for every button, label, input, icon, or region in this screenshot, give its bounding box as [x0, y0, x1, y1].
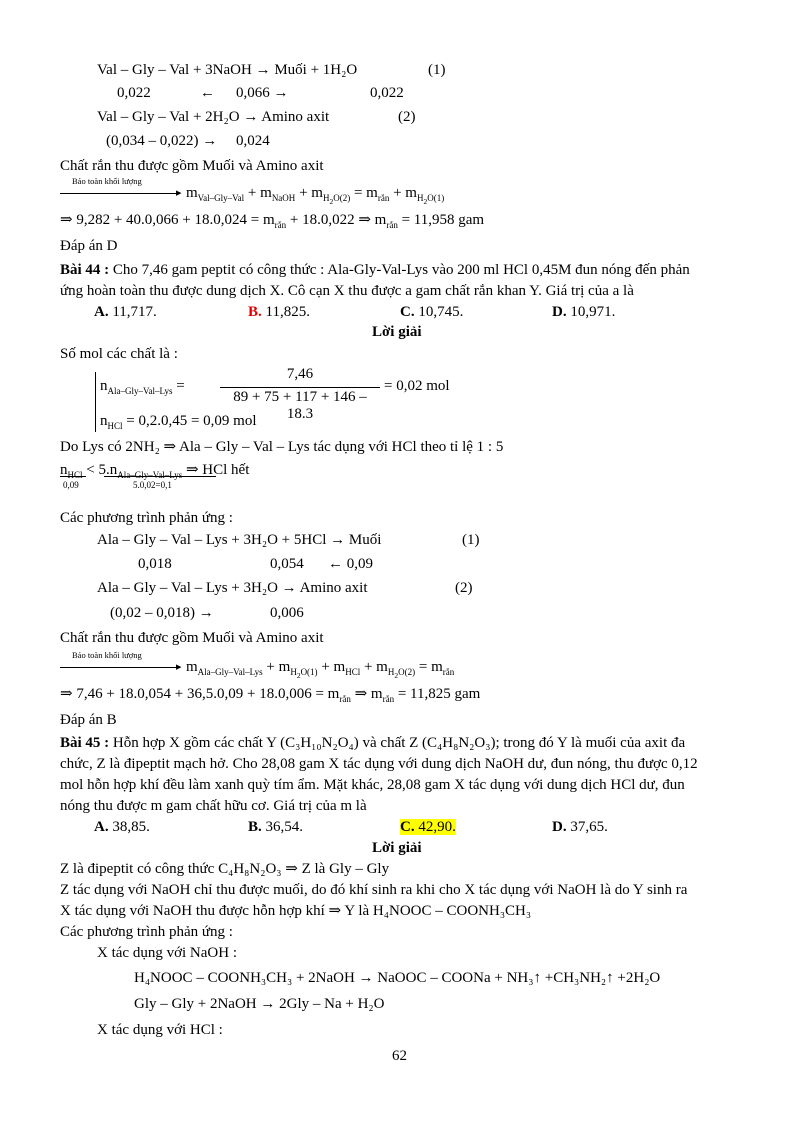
b43-eq1-val-2: 0,066 → [236, 85, 289, 101]
b43-calc: ⇒ $9,282 + 40.0,066 + 18.0,024 = m_{rắn} + 18.0,022$ ⇒ $m_{rắn} = 11,958$ gam [60, 212, 485, 230]
b44-option-c: C. 10,745. [400, 304, 464, 320]
b44-arrow-head-icon: ▸ [176, 661, 182, 673]
b45-question-line-1: Bài 45 : Hỗn hợp X gồm các chất Y (C₃H₁₀N₂O₄) và chất Z (C₄H₈N₂O₃); trong đó Y là muối của axit đa [60, 735, 686, 751]
b45-question-line-4: nóng thu được m gam chất hữu cơ. Giá trị của m là [60, 798, 367, 814]
b45-question-line-2: chức, Z là đipeptit mạch hở. Cho 28,08 gam X tác dụng với dung dịch NaOH dư, đun nóng, thu được 0,12 [60, 756, 698, 772]
b44-frac-line [220, 387, 380, 388]
b45-option-b: B. 36,54. [248, 819, 304, 835]
page-number: 62 [392, 1048, 407, 1064]
b45-s1: Z là đipeptit có công thức C₄H₈N₂O₃ ⇒ Z là Gly – Gly [60, 861, 390, 877]
b45-r1: H₄NOOC – COONH₃CH₃ + 2NaOH → NaOOC – COONa + NH₃↑ +CH₃NH₂↑ +2H₂O [134, 970, 661, 986]
b43-eq2-num: (2) [398, 109, 416, 125]
b43-balance: $m_{Val-Gly-Val} + m_{NaOH} + m_{H_2O(2)} = m_{rắn} + m_{H_2O(1)}$ [186, 185, 445, 206]
b44-underbrace-left [60, 476, 86, 477]
b43-answer: Đáp án D [60, 238, 118, 254]
b45-s3: X tác dụng với NaOH thu được hỗn hợp khí ⇒ Y là H₄NOOC – COONH₃CH₃ [60, 903, 532, 919]
b43-eq1-num: (1) [428, 62, 446, 78]
b44-arrow-line [60, 667, 180, 668]
b45-reactions-intro: Các phương trình phản ứng : [60, 924, 233, 940]
b45-solution-title: Lời giải [372, 840, 422, 856]
b44-solid: Chất rắn thu được gồm Muối và Amino axit [60, 630, 324, 646]
b44-r1-val-0: 0,018 [138, 556, 172, 572]
b44-option-a: A. 11,717. [94, 304, 157, 320]
b44-mol-intro: Số mol các chất là : [60, 346, 178, 362]
b43-eq1-val-3: 0,022 [370, 85, 404, 101]
b44-cmp-under-left: 0,09 [63, 480, 79, 490]
b44-balance: $m_{Ala-Gly-Val-Lys} + m_{H_2O(1)} + m_{HCl} + m_{H_2O(2)} = m_{rắn}$ [186, 659, 455, 680]
b44-title: Bài 44 : [60, 262, 110, 278]
b43-arrow-line [60, 193, 180, 194]
b43-arrow-head-icon: ▸ [176, 187, 182, 199]
b44-brace [95, 372, 96, 432]
b43-eq2: Val – Gly – Val + 2H₂O → Amino axit [97, 109, 330, 125]
b44-option-b: B. 11,825. [248, 304, 310, 320]
b44-cmp-under-right: 5.0,02=0,1 [133, 480, 172, 490]
b45-s2: Z tác dụng với NaOH chỉ thu được muối, do đó khí sinh ra khi cho X tác dụng với NaOH là do Y sinh ra [60, 882, 688, 898]
b44-r1-val-2: ← 0,09 [328, 556, 373, 572]
b44-r1-num: (1) [462, 532, 480, 548]
b44-n-peptide-num: 7,46 [286, 366, 314, 382]
b44-question-line-2: ứng hoàn toàn thu được dung dịch X. Cô cạn X thu được a gam chất rắn khan Y. Giá trị của a là [60, 283, 634, 299]
b45-title: Bài 45 : [60, 735, 110, 751]
b43-arrow-label: Bảo toàn khối lượng [72, 176, 142, 186]
b44-r1-val-1: 0,054 [270, 556, 304, 572]
b43-eq1-val-1: ← [200, 85, 215, 101]
b44-r2-num: (2) [455, 580, 473, 596]
b44-answer: Đáp án B [60, 712, 117, 728]
b45-option-c: C. 42,90. [400, 819, 456, 835]
b44-n-peptide-lhs: $n_{Ala-Gly-Val-Lys}$ = [100, 378, 185, 396]
b44-r1: Ala – Gly – Val – Lys + 3H₂O + 5HCl → Muối [97, 532, 382, 548]
b44-r2-val-1: 0,006 [270, 605, 304, 621]
b44-option-d: D. 10,971. [552, 304, 616, 320]
b44-lys-text: Do Lys có 2NH₂ ⇒ Ala – Gly – Val – Lys tác dụng với HCl theo tỉ lệ 1 : 5 [60, 439, 504, 455]
b45-hcl-intro: X tác dụng với HCl : [97, 1022, 223, 1038]
b44-cmp: $n_{HCl} < 5.n_{Ala-Gly-Val-Lys}$ ⇒ HCl hết [60, 462, 250, 480]
b44-r2: Ala – Gly – Val – Lys + 3H₂O → Amino axit [97, 580, 368, 596]
b44-solution-title: Lời giải [372, 324, 422, 340]
b43-solid: Chất rắn thu được gồm Muối và Amino axit [60, 158, 324, 174]
b44-arrow-label: Bảo toàn khối lượng [72, 650, 142, 660]
b43-eq2-val-1: 0,024 [236, 133, 270, 149]
b45-question-line-3: mol hỗn hợp khí đều làm xanh quỳ tím ẩm. Mặt khác, 28,08 gam X tác dụng với dung dịch HCl dư, đun [60, 777, 685, 793]
b44-n-peptide-res: = 0,02 mol [384, 378, 450, 394]
b45-option-a: A. 38,85. [94, 819, 150, 835]
b43-eq1: Val – Gly – Val + 3NaOH → Muối + 1H₂O [97, 62, 358, 78]
b45-option-d: D. 37,65. [552, 819, 608, 835]
b44-underbrace-right [104, 476, 216, 477]
b44-calc: ⇒ $7,46 + 18.0,054 + 36,5.0,09 + 18.0,006 = m_{rắn}$ ⇒ $m_{rắn} = 11,825$ gam [60, 686, 481, 704]
b43-eq2-val-0: (0,034 – 0,022) → [106, 133, 218, 149]
b44-reactions-intro: Các phương trình phản ứng : [60, 510, 233, 526]
b45-r2: Gly – Gly + 2NaOH → 2Gly – Na + H₂O [134, 996, 385, 1012]
b43-eq1-val-0: 0,022 [117, 85, 151, 101]
b44-n-hcl: $n_{HCl} = 0,2.0,45 = 0,09$ mol [100, 413, 257, 431]
b44-r2-val-0: (0,02 – 0,018) → [110, 605, 214, 621]
b44-n-peptide-den: 89 + 75 + 117 + 146 – 18.3 [233, 389, 367, 422]
b45-naoh-intro: X tác dụng với NaOH : [97, 945, 237, 961]
b44-question-line-1: Bài 44 : Cho 7,46 gam peptit có công thức : Ala-Gly-Val-Lys vào 200 ml HCl 0,45M đun nóng đến phản [60, 262, 690, 278]
